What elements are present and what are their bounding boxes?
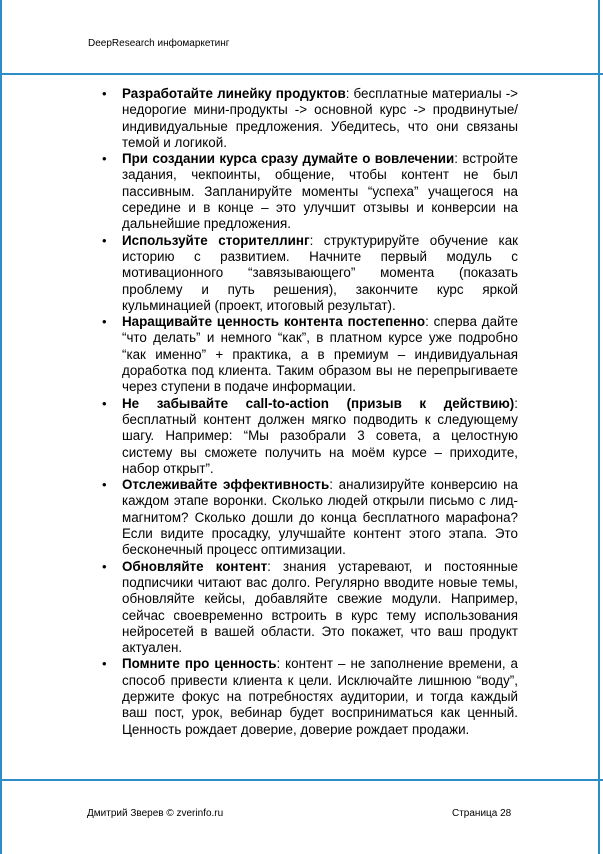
- list-item-text: [122, 477, 518, 558]
- list-item-text: [122, 396, 518, 477]
- list-item-text: [122, 656, 518, 737]
- list-item-body: : анализируйте конверсию на каждом этапе воронки. Сколько людей открыли письмо с лид-магнитом? Сколько дошли до конца бесплатного марафона? Если видите просадку, улучшайте контент этого этапа. Это бесконечный процесс оптимизации.: [122, 477, 518, 558]
- bullet-icon: •: [102, 477, 107, 493]
- list-item-body: : контент – не заполнение времени, а способ привести клиента к цели. Исключайте лишнюю “воду”, держите фокус на потребностях аудитории, и тогда каждый ваш пост, урок, вебинар будет восприниматься как ценный. Ценность рождает доверие, доверие рождает продажи.: [122, 656, 518, 737]
- list-item: [102, 396, 518, 477]
- list-item-heading: Обновляйте контент: [122, 558, 268, 574]
- bullet-list: [102, 86, 518, 738]
- footer-divider: [0, 779, 603, 781]
- bullet-icon: •: [102, 232, 107, 248]
- right-border-line: [598, 0, 600, 854]
- footer-author: Дмитрий Зверев © zverinfo.ru: [87, 808, 224, 819]
- bullet-icon: •: [102, 151, 107, 167]
- header-title: DeepResearch инфомаркетинг: [88, 38, 230, 49]
- list-item-heading: Разработайте линейку продуктов: [122, 86, 346, 101]
- list-item-heading: При создании курса сразу думайте о вовлечении: [122, 151, 455, 167]
- list-item-text: [122, 314, 518, 395]
- list-item-text: [122, 233, 518, 314]
- bullet-icon: •: [102, 558, 107, 574]
- page-number: Страница 28: [452, 808, 512, 819]
- list-item-body: : бесплатный контент должен мягко подводить к следующему шагу. Например: “Мы разобрали 3 совета, а целостную систему вы сможете получить на моём курсе – приходите, набор открыт”.: [122, 395, 518, 476]
- list-item-body: : встройте задания, чекпоинты, общение, чтобы контент не был пассивным. Запланируйте моменты “успеха” учащегося на середине и в конце – это улучшит отзывы и конверсии на дальнейшие предложения.: [122, 151, 518, 232]
- list-item-body: : знания устаревают, и постоянные подписчики читают вас долго. Регулярно вводите новые темы, обновляйте кейсы, добавляйте свежие модули. Например, сейчас своевременно встроить в курс тему использования нейросетей в вашей области. Это покажет, что ваш продукт актуален.: [122, 558, 518, 656]
- list-item-heading: Не забывайте call-to-action (призыв к действию): [122, 395, 515, 411]
- header-divider: [0, 73, 603, 75]
- list-item: [102, 477, 518, 558]
- list-item-text: [122, 559, 518, 657]
- list-item: [102, 151, 518, 232]
- list-item-heading: Отслеживайте эффективность: [122, 477, 330, 493]
- list-item-text: [122, 151, 518, 232]
- bullet-icon: •: [102, 314, 107, 330]
- list-item-heading: Наращивайте ценность контента постепенно: [122, 314, 426, 330]
- list-item: [102, 233, 518, 314]
- list-item-heading: Помните про ценность: [122, 656, 277, 672]
- list-item: [102, 86, 518, 151]
- list-item: [102, 559, 518, 657]
- left-border-line: [0, 0, 2, 854]
- bullet-icon: •: [102, 395, 107, 411]
- list-item-heading: Используйте сторителлинг: [122, 232, 310, 248]
- list-item: [102, 656, 518, 737]
- list-item-text: [122, 86, 518, 151]
- list-item-body: : сперва дайте “что делать” и немного “как”, в платном курсе уже подробно “как именно” + практика, а в премиум – индивидуальная доработка под клиента. Таким образом вы не перепрыгиваете через ступени в подаче информации.: [122, 314, 518, 395]
- bullet-icon: •: [102, 86, 107, 101]
- list-item: [102, 314, 518, 395]
- list-item-body: : структурируйте обучение как историю с развитием. Начните первый модуль с мотивационного “завязывающего” момента (показать проблему и путь решения), закончите курс яркой кульминацией (проект, итоговый результат).: [122, 232, 519, 313]
- bullet-icon: •: [102, 656, 107, 672]
- page-content: [102, 86, 518, 738]
- list-item-body: : бесплатные материалы -> недорогие мини-продукты -> основной курс -> продвинутые/индивидуальные предложения. Убедитесь, что они связаны темой и логикой.: [122, 86, 518, 150]
